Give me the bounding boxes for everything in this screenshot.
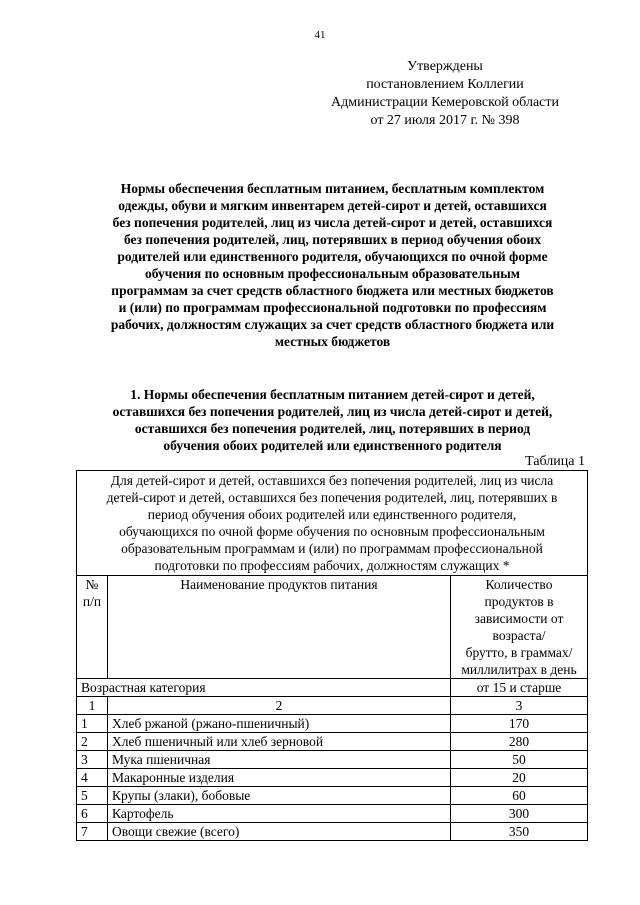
header-qty-line: зависимости от	[474, 611, 564, 626]
header-qty-line: продуктов в	[484, 594, 554, 609]
section-line: оставшихся без попечения родителей, лиц, потерявших в период	[134, 421, 531, 436]
table-row	[77, 823, 588, 841]
table-intro-cell	[77, 471, 588, 576]
header-qty-line: Количество	[485, 577, 553, 592]
section-line: 1. Нормы обеспечения бесплатным питанием детей-сирот и детей,	[130, 387, 535, 402]
table-row	[77, 733, 588, 751]
table-header-row	[77, 576, 588, 679]
title-line: обучения по основным профессиональным образовательным	[145, 266, 520, 281]
column-number: 2	[108, 697, 451, 715]
section-line: оставшихся без попечения родителей, лиц из числа детей-сирот и детей,	[112, 404, 553, 419]
approval-block	[305, 58, 585, 130]
row-num: 7	[77, 823, 108, 841]
row-name: Крупы (злаки), бобовые	[108, 787, 451, 805]
header-name: Наименование продуктов питания	[108, 576, 451, 679]
header-num-line: п/п	[82, 594, 102, 609]
table-row	[77, 769, 588, 787]
row-num: 1	[77, 715, 108, 733]
row-num: 2	[77, 733, 108, 751]
row-num: 4	[77, 769, 108, 787]
approval-line: от 27 июля 2017 г. № 398	[370, 113, 520, 128]
approval-line: постановлением Коллегии	[366, 77, 524, 92]
title-line: Нормы обеспечения бесплатным питанием, бесплатным комплектом	[120, 181, 545, 196]
section-line: обучения обоих родителей или единственного родителя	[163, 438, 502, 453]
table-row	[77, 751, 588, 769]
age-category-label: Возрастная категория	[77, 679, 451, 697]
header-num-line: №	[85, 577, 99, 592]
row-qty: 350	[451, 823, 588, 841]
column-number: 1	[77, 697, 108, 715]
row-qty: 50	[451, 751, 588, 769]
table-intro-row	[77, 471, 588, 576]
title-line: рабочих, должностям служащих за счет средств областного бюджета или	[110, 317, 555, 332]
title-line: родителей или единственного родителя, обучающихся по очной форме	[117, 249, 548, 264]
table-row	[77, 715, 588, 733]
approval-line: Утверждены	[407, 59, 483, 74]
header-qty-line: миллилитрах в день	[461, 662, 577, 677]
row-qty: 60	[451, 787, 588, 805]
title-line: одежды, обуви и мягким инвентарем детей-сирот и детей, оставшихся	[118, 198, 547, 213]
section-heading	[80, 386, 585, 454]
header-num	[77, 576, 108, 679]
intro-line: обучающихся по очной форме обучения по основным профессиональным	[119, 524, 545, 539]
page-number: 41	[314, 29, 326, 41]
row-name: Мука пшеничная	[108, 751, 451, 769]
header-qty-line: возраста/	[492, 628, 546, 643]
row-num: 3	[77, 751, 108, 769]
nutrition-table	[76, 470, 588, 841]
intro-line: Для детей-сирот и детей, оставшихся без попечения родителей, лиц из числа	[110, 473, 554, 488]
table-row	[77, 805, 588, 823]
row-qty: 280	[451, 733, 588, 751]
column-numbers-row	[77, 697, 588, 715]
row-name: Хлеб пшеничный или хлеб зерновой	[108, 733, 451, 751]
title-line: программам за счет средств областного бюджета или местных бюджетов	[111, 283, 554, 298]
title-line: без попечения родителей, лиц из числа детей-сирот и детей, оставшихся	[112, 215, 553, 230]
table-label: Таблица 1	[525, 454, 585, 469]
row-qty: 20	[451, 769, 588, 787]
row-qty: 300	[451, 805, 588, 823]
row-qty: 170	[451, 715, 588, 733]
row-name: Картофель	[108, 805, 451, 823]
row-name: Овощи свежие (всего)	[108, 823, 451, 841]
row-num: 6	[77, 805, 108, 823]
intro-line: подготовки по профессиям рабочих, должностям служащих *	[154, 558, 510, 573]
title-line: и (или) по программам профессиональной подготовки по профессиям	[118, 300, 547, 315]
approval-line: Администрации Кемеровской области	[331, 95, 559, 110]
header-qty-line: брутто, в граммах/	[465, 645, 573, 660]
intro-line: детей-сирот и детей, оставшихся без попечения родителей, лиц, потерявших в	[106, 490, 558, 505]
row-num: 5	[77, 787, 108, 805]
age-category-value: от 15 и старше	[451, 679, 588, 697]
row-name: Хлеб ржаной (ржано-пшеничный)	[108, 715, 451, 733]
intro-line: период обучения обоих родителей или единственного родителя,	[147, 507, 517, 522]
row-name: Макаронные изделия	[108, 769, 451, 787]
intro-line: образовательным программам и (или) по программам профессиональной	[121, 541, 543, 556]
document-title	[80, 180, 585, 350]
title-line: без попечения родителей, лиц, потерявших в период обучения обоих	[123, 232, 542, 247]
age-category-row	[77, 679, 588, 697]
column-number: 3	[451, 697, 588, 715]
title-line: местных бюджетов	[274, 334, 391, 349]
header-qty	[451, 576, 588, 679]
table-row	[77, 787, 588, 805]
